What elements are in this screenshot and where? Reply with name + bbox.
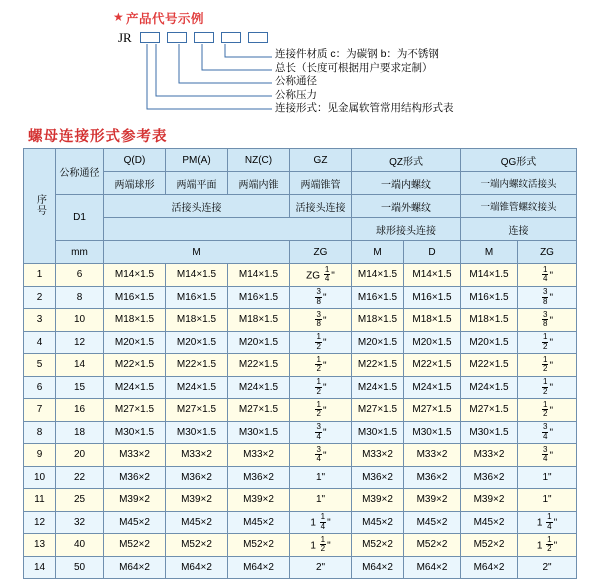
qg-zg-cell: $\frac{3}{4}$ " xyxy=(518,444,577,467)
qd-cell: M52×2 xyxy=(104,534,166,557)
header-qg-join: 连接 xyxy=(461,218,577,241)
qg-m-cell: M22×1.5 xyxy=(461,354,518,377)
dn-cell: 15 xyxy=(56,376,104,399)
seq-cell: 14 xyxy=(24,556,56,579)
qz-m-cell: M45×2 xyxy=(352,511,404,534)
product-code-diagram xyxy=(0,0,600,118)
qd-cell: M45×2 xyxy=(104,511,166,534)
qz-d-cell: M22×1.5 xyxy=(404,354,461,377)
header-group-nz-code: NZ(C) xyxy=(228,149,290,172)
qg-m-cell: M18×1.5 xyxy=(461,309,518,332)
gz-cell: $\frac{1}{2}$ " xyxy=(290,331,352,354)
seq-cell: 3 xyxy=(24,309,56,332)
seq-cell: 1 xyxy=(24,264,56,287)
qz-d-cell: M24×1.5 xyxy=(404,376,461,399)
pm-cell: M16×1.5 xyxy=(166,286,228,309)
qz-m-cell: M39×2 xyxy=(352,489,404,512)
header-row-units xyxy=(24,241,577,264)
nz-cell: M24×1.5 xyxy=(228,376,290,399)
header-group-qz-code: QZ形式 xyxy=(352,149,461,172)
qg-m-cell: M64×2 xyxy=(461,556,518,579)
nz-cell: M22×1.5 xyxy=(228,354,290,377)
nz-cell: M64×2 xyxy=(228,556,290,579)
table-title: 螺母连接形式参考表 xyxy=(28,129,168,145)
qg-m-cell: M36×2 xyxy=(461,466,518,489)
qg-zg-cell: 1" xyxy=(518,466,577,489)
qd-cell: M39×2 xyxy=(104,489,166,512)
legend-list xyxy=(275,48,595,116)
header-qg-thread-zg: ZG xyxy=(518,241,577,264)
qd-cell: M30×1.5 xyxy=(104,421,166,444)
header-pm-type: 两端平面 xyxy=(166,172,228,195)
qg-zg-cell: $\frac{1}{2}$ " xyxy=(518,399,577,422)
nz-cell: M30×1.5 xyxy=(228,421,290,444)
qz-m-cell: M22×1.5 xyxy=(352,354,404,377)
qg-m-cell: M30×1.5 xyxy=(461,421,518,444)
gz-cell: $\frac{3}{4}$ " xyxy=(290,421,352,444)
qz-d-cell: M36×2 xyxy=(404,466,461,489)
qz-m-cell: M52×2 xyxy=(352,534,404,557)
pm-cell: M20×1.5 xyxy=(166,331,228,354)
nz-cell: M39×2 xyxy=(228,489,290,512)
qz-m-cell: M24×1.5 xyxy=(352,376,404,399)
qz-m-cell: M16×1.5 xyxy=(352,286,404,309)
pm-cell: M24×1.5 xyxy=(166,376,228,399)
qg-m-cell: M16×1.5 xyxy=(461,286,518,309)
table-row xyxy=(24,331,577,354)
header-d1: D1 xyxy=(56,195,104,241)
pm-cell: M52×2 xyxy=(166,534,228,557)
header-unit-mm: mm xyxy=(56,241,104,264)
qz-m-cell: M64×2 xyxy=(352,556,404,579)
nz-cell: M16×1.5 xyxy=(228,286,290,309)
pm-cell: M18×1.5 xyxy=(166,309,228,332)
gz-cell: 1 $\frac{1}{4}$ " xyxy=(290,511,352,534)
nz-cell: M52×2 xyxy=(228,534,290,557)
pm-cell: M30×1.5 xyxy=(166,421,228,444)
legend-item-length: 总长（长度可根据用户要求定制） xyxy=(275,61,433,74)
qd-cell: M22×1.5 xyxy=(104,354,166,377)
table-body xyxy=(24,264,577,579)
header-qz-join2: 一端外螺纹 xyxy=(352,195,461,218)
seq-cell: 7 xyxy=(24,399,56,422)
gz-cell: ZG $\frac{1}{4}$ " xyxy=(290,264,352,287)
dn-cell: 8 xyxy=(56,286,104,309)
header-thread-m: M xyxy=(104,241,290,264)
seq-cell: 12 xyxy=(24,511,56,534)
header-qz-thread-m: M xyxy=(352,241,404,264)
gz-cell: 1" xyxy=(290,466,352,489)
legend-item-connection-type: 连接形式：见金属软管常用结构形式表 xyxy=(275,102,454,115)
pm-cell: M22×1.5 xyxy=(166,354,228,377)
qg-zg-cell: $\frac{1}{2}$ " xyxy=(518,376,577,399)
qg-zg-cell: $\frac{3}{4}$ " xyxy=(518,421,577,444)
header-qz-thread-d: D xyxy=(404,241,461,264)
header-gz-type: 两端锥管 xyxy=(290,172,352,195)
table-row xyxy=(24,556,577,579)
seq-cell: 13 xyxy=(24,534,56,557)
qz-d-cell: M52×2 xyxy=(404,534,461,557)
legend-item-nominal-pressure: 公称压力 xyxy=(275,88,317,101)
dn-cell: 10 xyxy=(56,309,104,332)
pm-cell: M33×2 xyxy=(166,444,228,467)
dn-cell: 20 xyxy=(56,444,104,467)
nz-cell: M45×2 xyxy=(228,511,290,534)
nz-cell: M36×2 xyxy=(228,466,290,489)
gz-cell: $\frac{1}{2}$ " xyxy=(290,354,352,377)
header-thread-zg: ZG xyxy=(290,241,352,264)
header-row-join2 xyxy=(24,218,577,241)
seq-cell: 4 xyxy=(24,331,56,354)
qz-d-cell: M45×2 xyxy=(404,511,461,534)
qd-cell: M64×2 xyxy=(104,556,166,579)
legend-item-nominal-diameter: 公称通径 xyxy=(275,75,317,88)
header-join-activated: 活接头连接 xyxy=(104,195,290,218)
dn-cell: 40 xyxy=(56,534,104,557)
qd-cell: M36×2 xyxy=(104,466,166,489)
table-row xyxy=(24,286,577,309)
qz-d-cell: M18×1.5 xyxy=(404,309,461,332)
header-qg-join2: 一端锥管螺纹接头 xyxy=(461,195,577,218)
gz-cell: $\frac{1}{2}$ " xyxy=(290,399,352,422)
qg-m-cell: M20×1.5 xyxy=(461,331,518,354)
qg-zg-cell: 1 $\frac{1}{4}$ " xyxy=(518,511,577,534)
qg-m-cell: M27×1.5 xyxy=(461,399,518,422)
dn-cell: 25 xyxy=(56,489,104,512)
header-qd-type: 两端球形 xyxy=(104,172,166,195)
table-row xyxy=(24,354,577,377)
pm-cell: M45×2 xyxy=(166,511,228,534)
gz-cell: 2" xyxy=(290,556,352,579)
header-group-qd-code: Q(D) xyxy=(104,149,166,172)
qz-d-cell: M14×1.5 xyxy=(404,264,461,287)
qd-cell: M20×1.5 xyxy=(104,331,166,354)
pm-cell: M64×2 xyxy=(166,556,228,579)
qz-m-cell: M36×2 xyxy=(352,466,404,489)
qg-zg-cell: $\frac{1}{4}$ " xyxy=(518,264,577,287)
header-join-gz: 活接头连接 xyxy=(290,195,352,218)
header-qg-thread-m: M xyxy=(461,241,518,264)
header-nz-type: 两端内锥 xyxy=(228,172,290,195)
seq-cell: 5 xyxy=(24,354,56,377)
nut-connection-table xyxy=(23,148,577,579)
code-prefix: JR xyxy=(118,30,132,45)
qg-zg-cell: $\frac{1}{2}$ " xyxy=(518,331,577,354)
nz-cell: M18×1.5 xyxy=(228,309,290,332)
header-qg-type: 一端内螺纹活接头 xyxy=(461,172,577,195)
qg-m-cell: M45×2 xyxy=(461,511,518,534)
dn-cell: 50 xyxy=(56,556,104,579)
table-row xyxy=(24,511,577,534)
qz-d-cell: M20×1.5 xyxy=(404,331,461,354)
qd-cell: M33×2 xyxy=(104,444,166,467)
table-row xyxy=(24,534,577,557)
qg-m-cell: M33×2 xyxy=(461,444,518,467)
qg-m-cell: M52×2 xyxy=(461,534,518,557)
qg-zg-cell: 1 $\frac{1}{2}$ " xyxy=(518,534,577,557)
header-group-qg-code: QG形式 xyxy=(461,149,577,172)
qz-d-cell: M33×2 xyxy=(404,444,461,467)
qg-zg-cell: 2" xyxy=(518,556,577,579)
seq-cell: 8 xyxy=(24,421,56,444)
qd-cell: M24×1.5 xyxy=(104,376,166,399)
qz-d-cell: M27×1.5 xyxy=(404,399,461,422)
gz-cell: 1 $\frac{1}{2}$ " xyxy=(290,534,352,557)
qz-m-cell: M27×1.5 xyxy=(352,399,404,422)
table-row xyxy=(24,421,577,444)
seq-cell: 9 xyxy=(24,444,56,467)
header-qz-join: 球形接头连接 xyxy=(352,218,461,241)
qz-m-cell: M30×1.5 xyxy=(352,421,404,444)
qg-m-cell: M24×1.5 xyxy=(461,376,518,399)
legend-item-material: 连接件材质 c：为碳钢 b：为不锈钢 xyxy=(275,48,439,60)
star-icon: ★ xyxy=(113,10,124,24)
table-row xyxy=(24,376,577,399)
header-row-code xyxy=(24,149,577,172)
seq-cell: 6 xyxy=(24,376,56,399)
gz-cell: $\frac{3}{8}$ " xyxy=(290,309,352,332)
dn-cell: 16 xyxy=(56,399,104,422)
qd-cell: M18×1.5 xyxy=(104,309,166,332)
nz-cell: M27×1.5 xyxy=(228,399,290,422)
gz-cell: $\frac{1}{2}$ " xyxy=(290,376,352,399)
header-row-join xyxy=(24,195,577,218)
table-row xyxy=(24,444,577,467)
dn-cell: 22 xyxy=(56,466,104,489)
gz-cell: $\frac{3}{8}$ " xyxy=(290,286,352,309)
header-row-type xyxy=(24,172,577,195)
nut-connection-table-wrap xyxy=(23,148,577,579)
qz-m-cell: M18×1.5 xyxy=(352,309,404,332)
pm-cell: M14×1.5 xyxy=(166,264,228,287)
header-blank-join xyxy=(104,218,352,241)
dn-cell: 18 xyxy=(56,421,104,444)
qz-d-cell: M64×2 xyxy=(404,556,461,579)
table-row xyxy=(24,399,577,422)
table-row xyxy=(24,489,577,512)
qd-cell: M16×1.5 xyxy=(104,286,166,309)
qz-d-cell: M39×2 xyxy=(404,489,461,512)
seq-cell: 11 xyxy=(24,489,56,512)
header-seq: 序号 xyxy=(24,149,56,264)
nz-cell: M14×1.5 xyxy=(228,264,290,287)
table-row xyxy=(24,466,577,489)
seq-cell: 2 xyxy=(24,286,56,309)
pm-cell: M39×2 xyxy=(166,489,228,512)
qg-zg-cell: 1" xyxy=(518,489,577,512)
table-row xyxy=(24,309,577,332)
qd-cell: M14×1.5 xyxy=(104,264,166,287)
qg-m-cell: M39×2 xyxy=(461,489,518,512)
nz-cell: M33×2 xyxy=(228,444,290,467)
table-head xyxy=(24,149,577,264)
dn-cell: 14 xyxy=(56,354,104,377)
qz-d-cell: M16×1.5 xyxy=(404,286,461,309)
dn-cell: 32 xyxy=(56,511,104,534)
qz-m-cell: M20×1.5 xyxy=(352,331,404,354)
table-row xyxy=(24,264,577,287)
qg-m-cell: M14×1.5 xyxy=(461,264,518,287)
qg-zg-cell: $\frac{3}{8}$ " xyxy=(518,286,577,309)
header-qz-type: 一端内螺纹 xyxy=(352,172,461,195)
qz-d-cell: M30×1.5 xyxy=(404,421,461,444)
dn-cell: 6 xyxy=(56,264,104,287)
qz-m-cell: M33×2 xyxy=(352,444,404,467)
pm-cell: M27×1.5 xyxy=(166,399,228,422)
nz-cell: M20×1.5 xyxy=(228,331,290,354)
gz-cell: $\frac{3}{4}$ " xyxy=(290,444,352,467)
dn-cell: 12 xyxy=(56,331,104,354)
qg-zg-cell: $\frac{1}{2}$ " xyxy=(518,354,577,377)
header-dn: 公称通径 xyxy=(56,149,104,195)
diagram-title: 产品代号示例 xyxy=(126,12,205,26)
qd-cell: M27×1.5 xyxy=(104,399,166,422)
pm-cell: M36×2 xyxy=(166,466,228,489)
header-group-pm-code: PM(A) xyxy=(166,149,228,172)
gz-cell: 1" xyxy=(290,489,352,512)
qg-zg-cell: $\frac{3}{8}$ " xyxy=(518,309,577,332)
qz-m-cell: M14×1.5 xyxy=(352,264,404,287)
header-group-gz-code: GZ xyxy=(290,149,352,172)
seq-cell: 10 xyxy=(24,466,56,489)
